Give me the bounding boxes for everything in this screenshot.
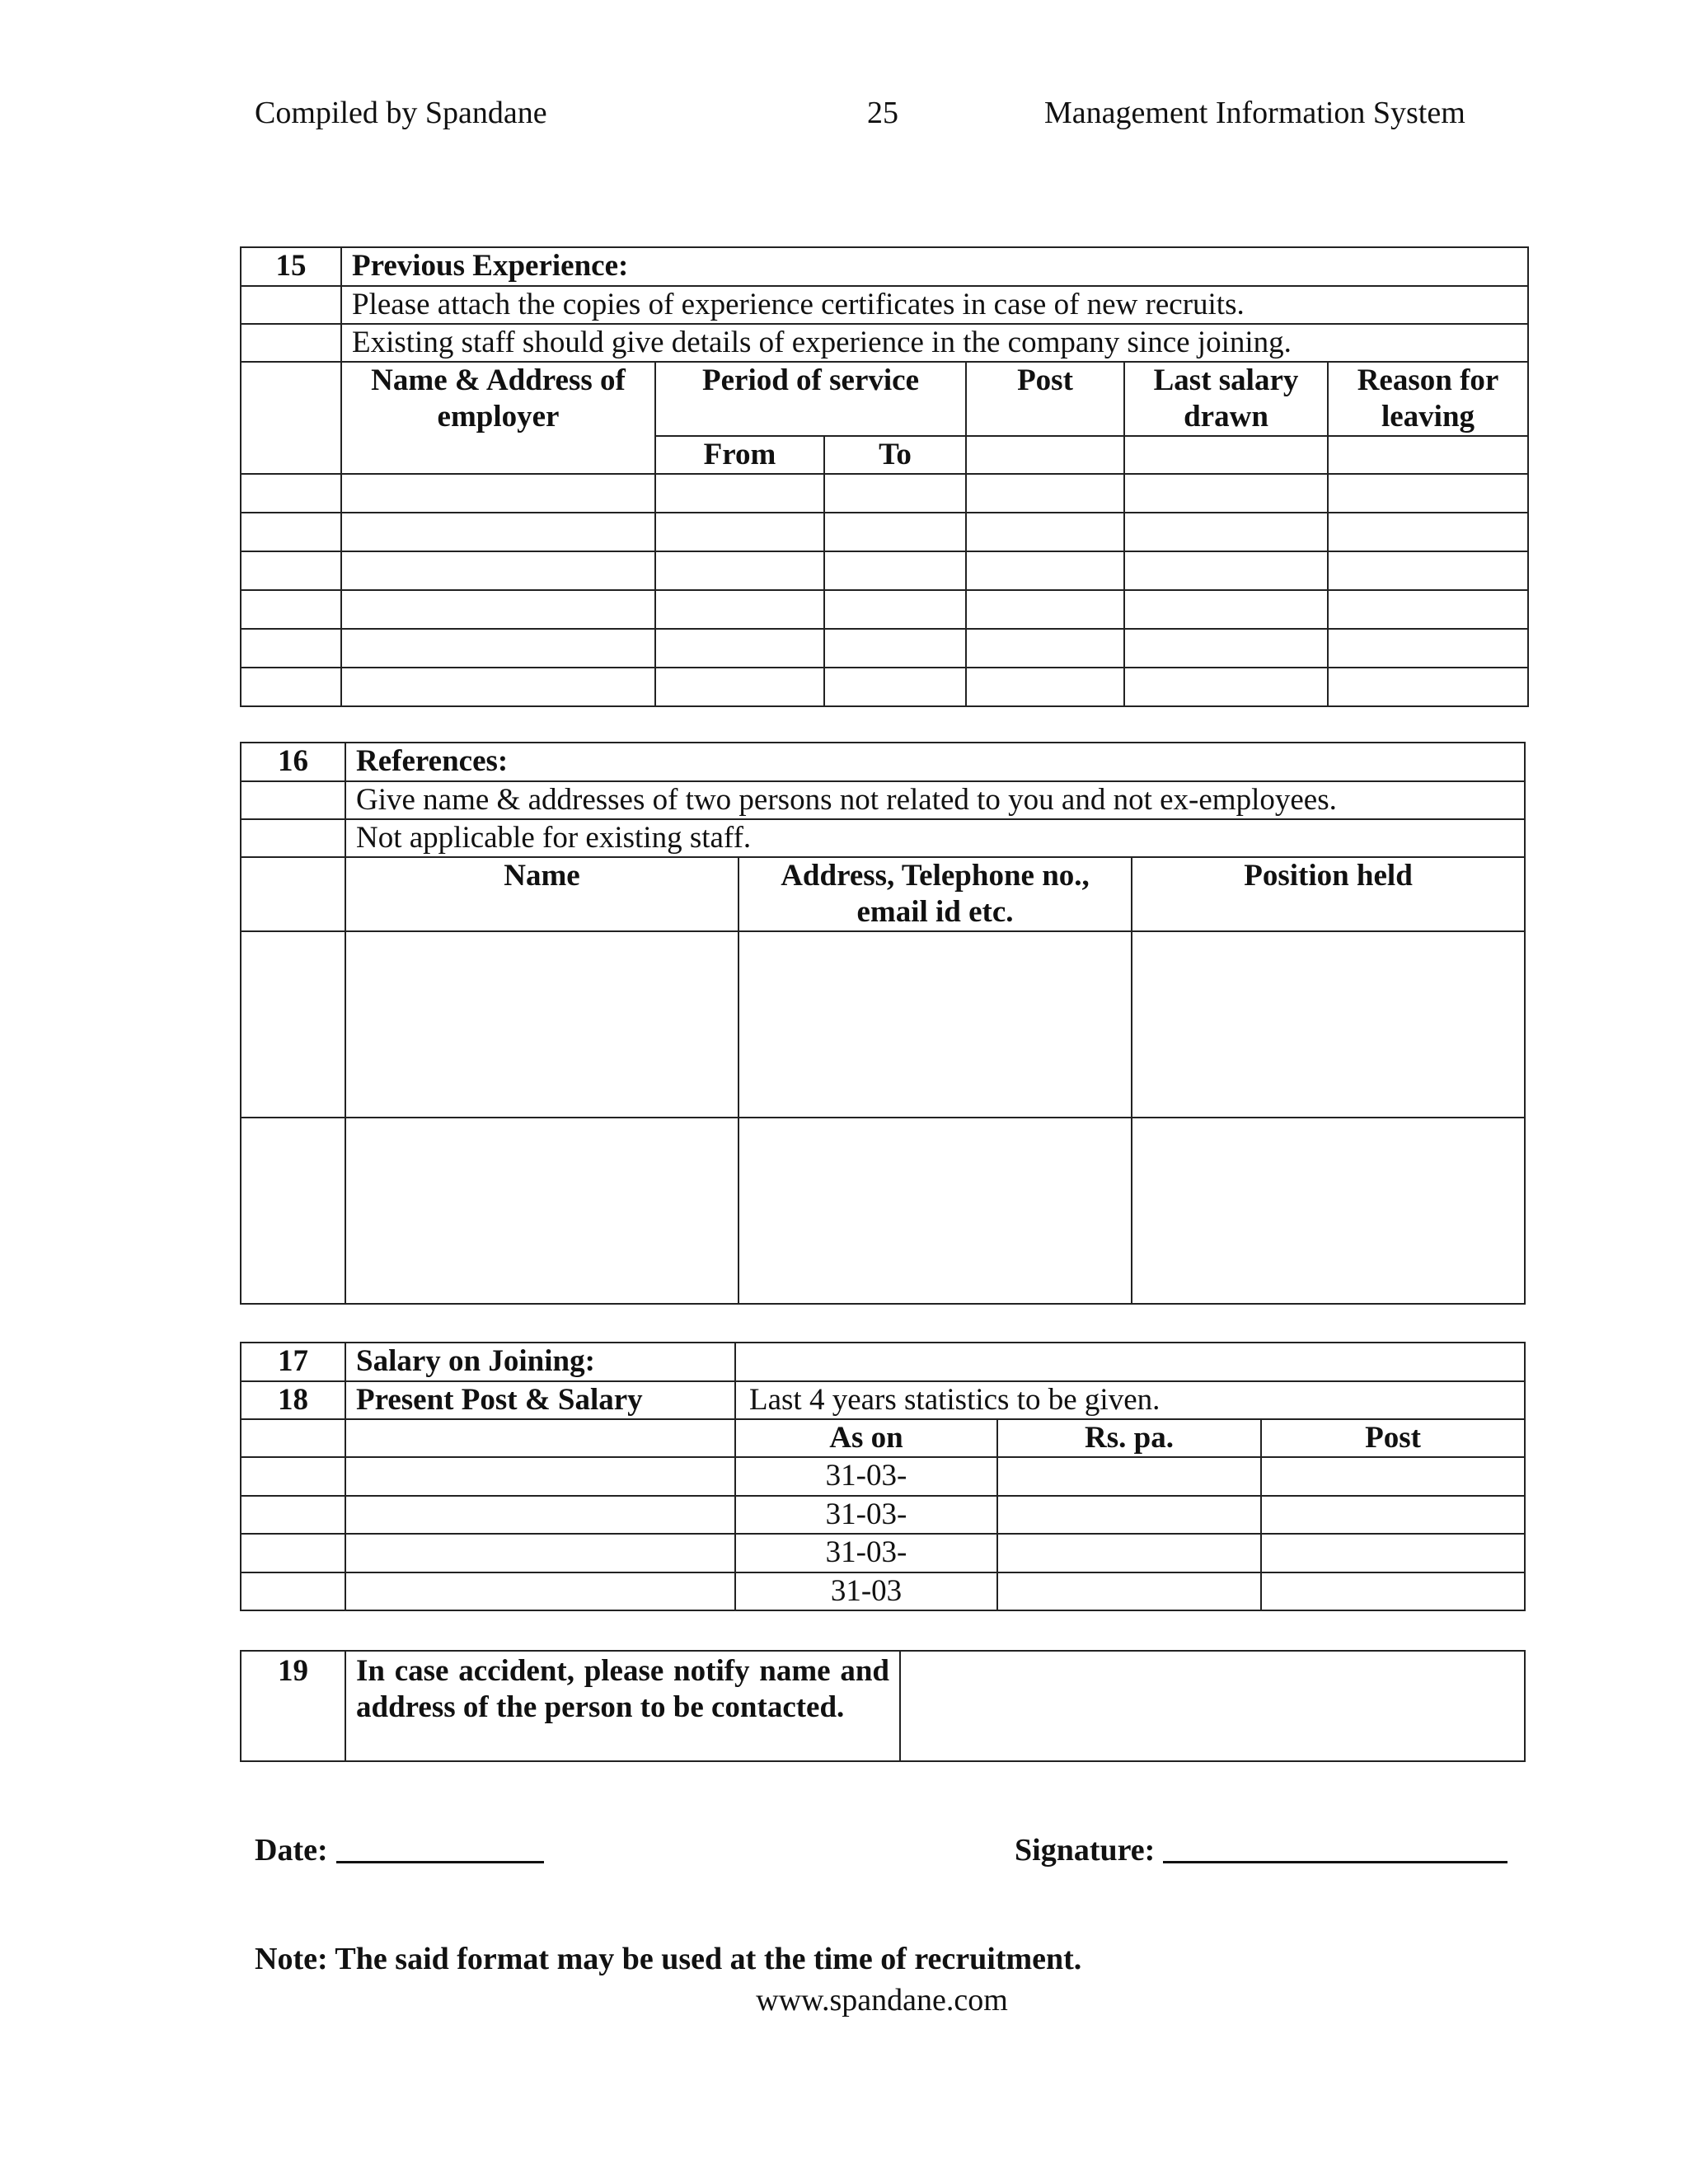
table-row — [241, 474, 1528, 513]
section-16-references — [240, 742, 1526, 1305]
signature-label: Signature: — [1015, 1833, 1156, 1868]
column-header-reason: Reason for leaving — [1328, 362, 1528, 436]
section-number: 18 — [241, 1381, 345, 1419]
instruction-text: Existing staff should give details of experience in the company since joining. — [341, 324, 1528, 362]
signature-line[interactable] — [1163, 1836, 1507, 1863]
footer-note: Note: The said format may be used at the time of recruitment. — [255, 1942, 1082, 1976]
section-number: 15 — [241, 247, 341, 286]
date-line[interactable] — [336, 1836, 544, 1863]
emergency-contact-field[interactable] — [900, 1651, 1525, 1761]
column-header-post: Post — [966, 362, 1124, 436]
table-row — [241, 551, 1528, 590]
section-title: References: — [345, 743, 1525, 781]
column-header-salary: Last salary drawn — [1124, 362, 1328, 436]
column-header-address: Address, Telephone no., email id etc. — [738, 857, 1132, 931]
header-compiled-by: Compiled by Spandane — [255, 96, 547, 130]
as-on-date: 31-03- — [735, 1457, 997, 1496]
column-header-employer: Name & Address of employer — [341, 362, 655, 474]
as-on-date: 31-03- — [735, 1534, 997, 1572]
section-title: Salary on Joining: — [345, 1343, 735, 1381]
section-title: Present Post & Salary — [345, 1381, 735, 1419]
footer-website: www.spandane.com — [756, 1983, 1008, 2018]
page-number: 25 — [867, 96, 898, 130]
instruction-text: Not applicable for existing staff. — [345, 819, 1525, 857]
column-header-to: To — [824, 436, 966, 474]
as-on-date: 31-03 — [735, 1572, 997, 1610]
table-row — [241, 1534, 1525, 1572]
header-system-name: Management Information System — [1044, 96, 1465, 130]
table-row — [241, 513, 1528, 551]
table-row — [241, 931, 1525, 1118]
emergency-contact-label: In case accident, please notify name and address of the person to be contacted. — [345, 1651, 900, 1761]
section-19-emergency-contact — [240, 1650, 1526, 1762]
section-17-18-salary — [240, 1342, 1526, 1611]
instruction-text: Please attach the copies of experience certificates in case of new recruits. — [341, 286, 1528, 324]
table-row — [241, 590, 1528, 629]
column-header-as-on: As on — [735, 1419, 997, 1457]
section-number: 19 — [241, 1651, 345, 1761]
section-number: 16 — [241, 743, 345, 781]
table-row — [241, 1496, 1525, 1534]
section-15-previous-experience — [240, 246, 1529, 707]
table-row — [241, 1457, 1525, 1496]
signature-field[interactable] — [1015, 1832, 1507, 1870]
table-row — [241, 1572, 1525, 1610]
salary-on-joining-field[interactable] — [735, 1343, 1525, 1381]
table-row — [241, 668, 1528, 706]
instruction-text: Last 4 years statistics to be given. — [735, 1381, 1525, 1419]
date-field[interactable] — [255, 1832, 544, 1870]
column-header-rs-pa: Rs. pa. — [997, 1419, 1261, 1457]
column-header-post: Post — [1261, 1419, 1525, 1457]
column-header-position: Position held — [1132, 857, 1525, 931]
instruction-text: Give name & addresses of two persons not related to you and not ex-employees. — [345, 781, 1525, 819]
column-header-name: Name — [345, 857, 738, 931]
column-header-from: From — [655, 436, 824, 474]
column-header-period: Period of service — [655, 362, 966, 436]
section-title: Previous Experience: — [341, 247, 1528, 286]
table-row — [241, 1118, 1525, 1304]
as-on-date: 31-03- — [735, 1496, 997, 1534]
date-label: Date: — [255, 1833, 328, 1868]
table-row — [241, 629, 1528, 668]
section-number: 17 — [241, 1343, 345, 1381]
